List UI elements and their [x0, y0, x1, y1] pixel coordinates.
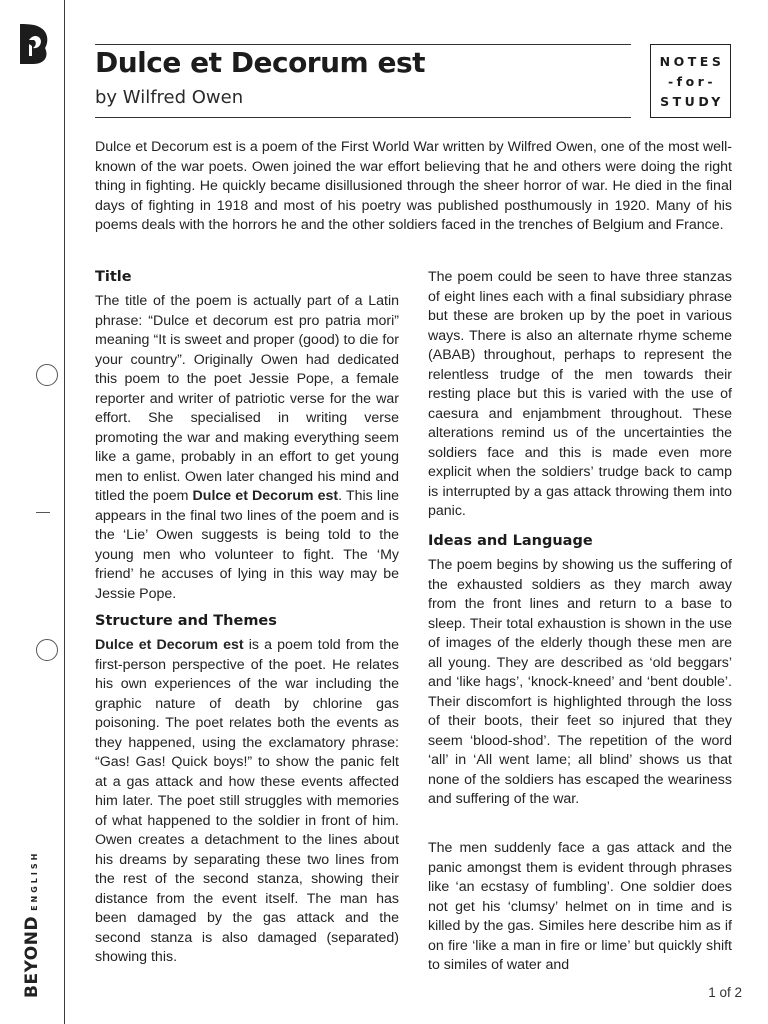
ideas-paragraph: The poem begins by showing us the suffering of the exhausted soldiers as they march away from the front lines and return to a base to sleep. Their total exhaustion is shown in the use of images of the elderly though these men are all young. They are described as ‘old beggars’ and ‘like hags’, ‘knock-kneed’ and ‘bent double’. Their discomfort is highlighted through the loss of their boots, their feet so injured that they seem ‘blood-shod’. The repetition of the word ‘all’ in ‘All went lame; all blind’ shows us that none of the soldiers has escaped the weariness and suffering of the war.	[428, 557, 732, 807]
title-paragraph: The title of the poem is actually part of a Latin phrase: “Dulce et decorum est pro patria mori” meaning “It is sweet and proper (good) to die for your country”. Originally Owen had dedicated this poem to the poet Jessie Pope, a female reporter and writer of patriotic verse for the war effort. She specialised in writing verse promoting the war and making everything seem like a game, probably in an effort to get young men to enlist. Owen later changed his mind and titled the poem Dulce et Decorum est. This line appears in the final two lines of the poem and is the ‘Lie’ Owen suggests is being told to the young men who volunteer to fight. The ‘My friend’ he accuses of lying in this way may be Jessie Pope.	[95, 293, 399, 602]
structure-paragraph: Dulce et Decorum est is a poem told from the first-person perspective of the poet. He relates his own experiences of the war including the graphic nature of death by chlorine gas poisoning. The poet relates both the events as they happened, using the exclamatory phrase: “Gas! Gas! Quick boys!” to show the panic felt at a gas attack and how these events affected him later. The poet still struggles with memories of what happened to the soldier in front of him. Owen creates a detachment to the lines about his dreams by separating these two lines from the rest of the second stanza, showing their distance from the event itself. The man has been damaged by the gas attack and the second stanza is also damaged (separated) showing this.	[95, 637, 400, 965]
intro-paragraph: Dulce et Decorum est is a poem of the First World War written by Wilfred Owen, one of the most well-known of the war poets. Owen joined the war effort believing that he and others were doing the right thing in fighting. He quickly became disillusioned through the sheer horror of war. He died in the final days of fighting in 1918 and most of his poetry was published posthumously in 1920. Many of his poems deals with the horrors he and the other soldiers faced in the trenches of Belgium and France.	[95, 139, 732, 233]
badge-line: NOTES	[659, 53, 725, 69]
stanza-paragraph: The poem could be seen to have three stanzas of eight lines each with a final subsidiary phrase but these are broken up by the poet in various ways. There is also an alternate rhyme scheme (ABAB) throughout, perhaps to represent the relentless trudge of the men towards their resting place but this is varied with the use of caesura and enjambment throughout. These alterations remind us of the uncertainties the soldiers face and this is made even more explicit when the soldiers’ trudge back to camp is interrupted by a gas attack throwing them into panic.	[428, 269, 732, 519]
author-line: by Wilfred Owen	[95, 87, 244, 108]
margin-rule	[64, 0, 65, 1024]
notes-for-study-badge	[650, 44, 731, 118]
badge-line: -for-	[667, 73, 717, 89]
badge-line: STUDY	[660, 93, 724, 109]
title-heading: Title	[95, 269, 132, 285]
page-title: Dulce et Decorum est	[95, 46, 426, 79]
ideas-heading: Ideas and Language	[428, 533, 593, 549]
brand-vertical	[22, 851, 42, 998]
fold-mark	[36, 512, 50, 513]
gas-attack-paragraph: The men suddenly face a gas attack and the panic amongst them is evident through phrases like ‘an ecstasy of fumbling’. One soldier does not get his ‘clumsy’ helmet on in time and is killed by the gas. Similes here describe him as if on fire ‘like a man in fire or lime’ but quickly shift to similes of water and	[428, 840, 732, 973]
brand-main: BEYOND	[22, 915, 42, 998]
structure-heading: Structure and Themes	[95, 613, 277, 629]
header-rule-top	[95, 44, 631, 45]
beyond-logo-icon	[15, 22, 51, 66]
brand-sub: ENGLISH	[30, 850, 39, 911]
header-rule-bottom	[95, 117, 631, 118]
page-number: 1 of 2	[708, 985, 742, 1000]
binder-hole-top	[36, 364, 58, 386]
binder-hole-bottom	[36, 639, 58, 661]
